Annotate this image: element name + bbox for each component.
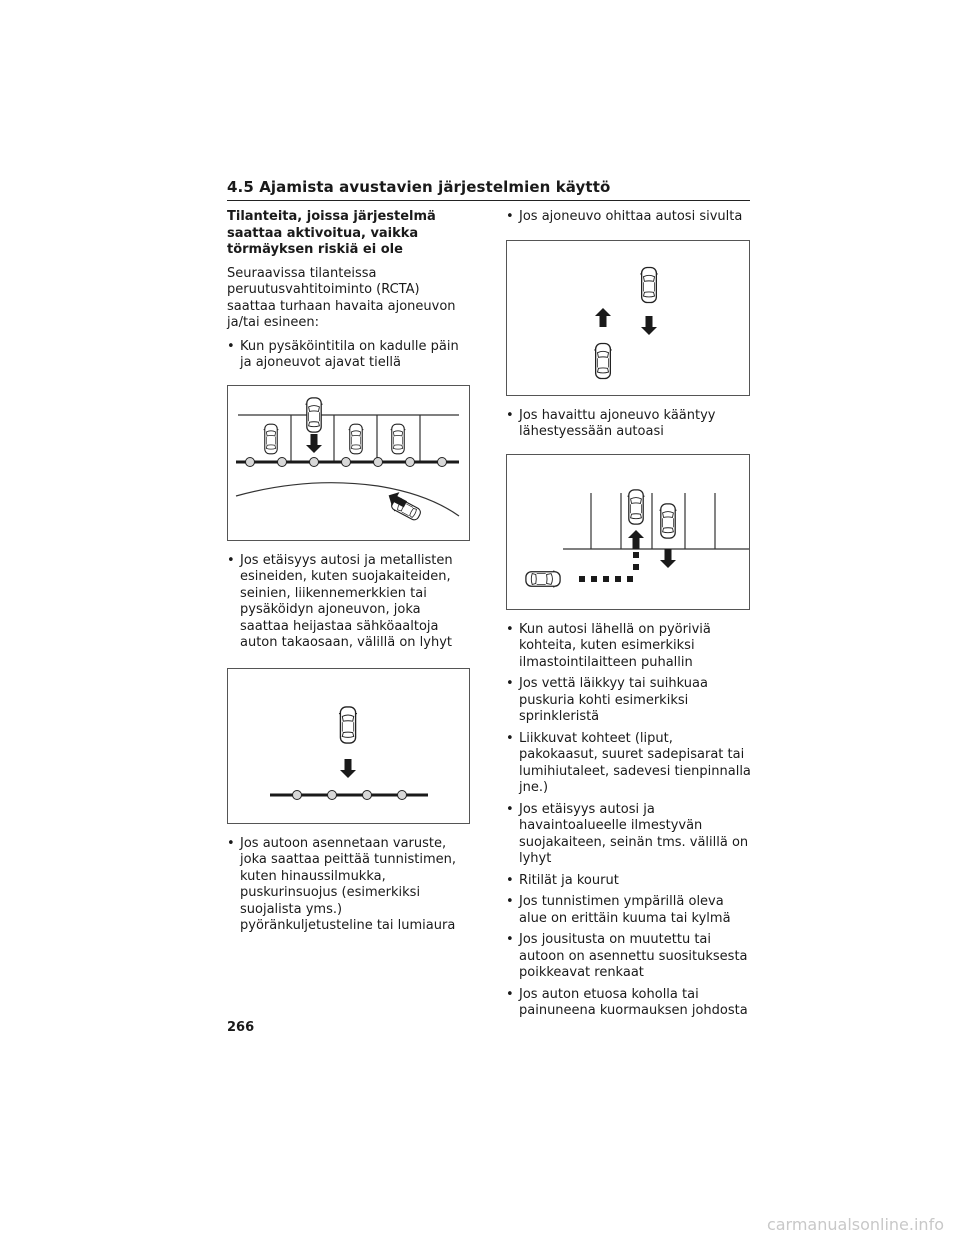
left-bullets-3 xyxy=(227,836,472,935)
bullet-marker: • xyxy=(506,209,514,224)
bullet-marker: • xyxy=(227,338,235,354)
bullet-marker: • xyxy=(506,932,514,947)
header-rule xyxy=(227,200,750,201)
list-item xyxy=(506,408,751,441)
illustration-side-pass xyxy=(507,241,749,395)
list-item xyxy=(506,731,751,797)
list-item-text: Jos havaittu ajoneuvo kääntyy lähestyessään autoasi xyxy=(519,407,716,439)
left-column xyxy=(227,209,472,940)
bullet-marker: • xyxy=(227,552,235,568)
bullet-marker: • xyxy=(506,407,514,423)
bullet-marker: • xyxy=(227,835,235,851)
figure-metal-objects xyxy=(227,668,470,824)
list-item-text: Ritilät ja kourut xyxy=(519,872,619,888)
right-bullets-3 xyxy=(506,622,751,1020)
illustration-parking-street xyxy=(228,386,469,540)
left-bullets-1 xyxy=(227,339,472,372)
bullet-marker: • xyxy=(506,730,514,746)
figure-turning-vehicle xyxy=(506,454,750,610)
bullet-marker: • xyxy=(506,986,514,1002)
page-header xyxy=(227,178,750,201)
list-item xyxy=(506,894,751,927)
right-column xyxy=(506,209,751,1025)
list-item xyxy=(227,836,472,935)
section-heading: Tilanteita, joissa järjestelmä saattaa aktivoitua, vaikka törmäyksen riskiä ei ole xyxy=(227,209,436,257)
list-item xyxy=(506,622,751,672)
list-item xyxy=(506,676,751,726)
list-item xyxy=(227,553,472,652)
list-item-text: Jos auton etuosa koholla tai painuneena kuormauksen johdosta xyxy=(519,986,748,1018)
illustration-turning-vehicle xyxy=(507,455,749,609)
list-item-text: Jos tunnistimen ympärillä oleva alue on erittäin kuuma tai kylmä xyxy=(519,894,731,926)
right-bullets-2 xyxy=(506,408,751,441)
list-item xyxy=(506,987,751,1020)
figure-parking-street xyxy=(227,385,470,541)
section-title: 4.5 Ajamista avustavien järjestelmien käyttö xyxy=(227,178,611,196)
list-item-text: Kun autosi lähellä on pyöriviä kohteita, kuten esimerkiksi ilmastointilaitteen puhallin xyxy=(519,621,711,670)
page-number: 266 xyxy=(227,1020,255,1035)
intro-paragraph: Seuraavissa tilanteissa peruutusvahtitoiminto (RCTA) saattaa turhaan havaita ajoneuvon ja/tai esineen: xyxy=(227,265,456,330)
list-item xyxy=(506,873,751,890)
list-item-text: Liikkuvat kohteet (liput, pakokaasut, suuret sadepisarat tai lumihiutaleet, sadevesi tienpinnalla jne.) xyxy=(519,730,751,795)
list-item-text: Jos etäisyys autosi ja metallisten esineiden, kuten suojakaiteiden, seinien, liikennemerkkien tai pysäköidyn ajoneuvon, joka saattaa heijastaa sähköaaltoja auton takaosaan, välillä on lyhyt xyxy=(240,552,453,650)
bullet-marker: • xyxy=(506,621,514,637)
left-bullets-2 xyxy=(227,553,472,652)
list-item-text: Kun pysäköintitila on kadulle päin ja ajoneuvot ajavat tiellä xyxy=(240,338,459,370)
list-item xyxy=(227,339,472,372)
list-item-text: Jos vettä läikkyy tai suihkuaa puskuria kohti esimerkiksi sprinkleristä xyxy=(519,676,708,724)
list-item-text: Jos jousitusta on muutettu tai autoon on asennettu suosituksesta poikkeavat renkaat xyxy=(519,932,748,980)
figure-side-pass xyxy=(506,240,750,396)
bullet-marker: • xyxy=(506,872,514,888)
bullet-marker: • xyxy=(506,676,514,691)
list-item-text: Jos autoon asennetaan varuste, joka saattaa peittää tunnistimen, kuten hinaussilmukka, puskurinsuojus (esimerkiksi suojalista yms.) pyöränkuljetusteline tai lumiaura xyxy=(240,835,456,933)
list-item xyxy=(506,802,751,868)
right-bullets-1 xyxy=(506,209,751,226)
illustration-metal-objects xyxy=(228,669,469,823)
list-item-text: Jos ajoneuvo ohittaa autosi sivulta xyxy=(519,209,743,224)
bullet-marker: • xyxy=(506,801,514,817)
bullet-marker: • xyxy=(506,894,514,909)
list-item-text: Jos etäisyys autosi ja havaintoalueelle ilmestyvän suojakaiteen, seinän tms. välillä on lyhyt xyxy=(519,801,749,866)
list-item xyxy=(506,932,751,982)
watermark-text: carmanualsonline.info xyxy=(766,1215,944,1234)
list-item xyxy=(506,209,751,226)
